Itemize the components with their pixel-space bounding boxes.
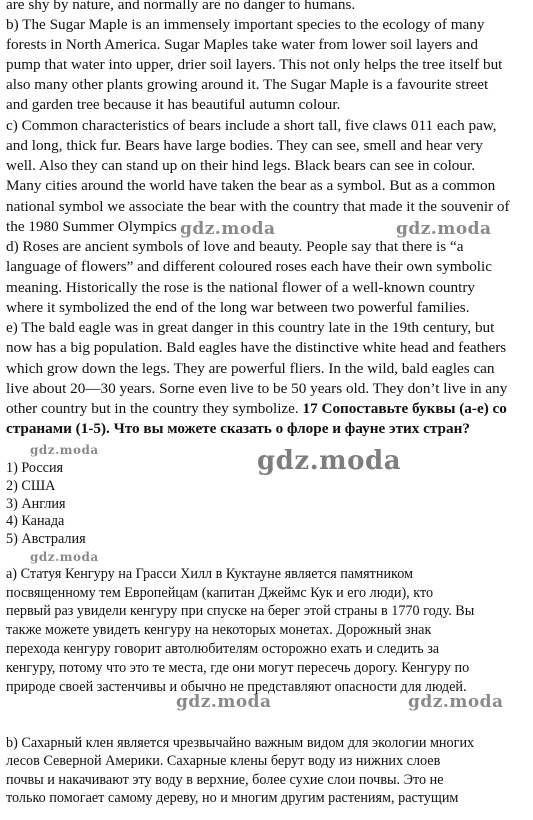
- text-line: also many other plants growing around it. The Sugar Maple is a favourite street: [6, 76, 489, 93]
- text-line: c) Common characteristics of bears include a short tall, five claws 011 each paw,: [6, 117, 497, 134]
- watermark: gdz.moda: [176, 692, 272, 712]
- text-line: and long, thick fur. Bears have large bodies. They can see, smell and hear very: [6, 137, 483, 154]
- watermark: gdz.moda: [396, 219, 492, 239]
- text-line: d) Roses are ancient symbols of love and beauty. People say that there is “a: [6, 238, 464, 255]
- text-line: [6, 399, 507, 418]
- translation-line: природе своей застенчивы и обычно не представляют опасности для людей.: [6, 679, 467, 695]
- country-item: 3) Англия: [6, 496, 66, 512]
- text-line-end: other country but in the country they symbolize.: [6, 400, 299, 417]
- text-line: b) The Sugar Maple is an immensely important species to the ecology of many: [6, 16, 485, 33]
- text-line: live about 20—30 years. Sorne even live to be 50 years old. They don’t live in any: [6, 380, 508, 397]
- watermark: gdz.moda: [257, 446, 402, 476]
- text-line: forests in North America. Sugar Maples take water from lower soil layers and: [6, 36, 478, 53]
- text-line: well. Also they can stand up on their hind legs. Black bears can see in colour.: [6, 157, 476, 174]
- text-line: the 1980 Summer Olympics: [6, 218, 177, 235]
- text-line: where it symbolized the end of the long war between two powerful families.: [6, 299, 470, 316]
- translation-line: первый раз увидели кенгуру при спуске на берег этой страны в 1770 году. Вы: [6, 603, 475, 619]
- text-line: e) The bald eagle was in great danger in this country late in the 19th century, but: [6, 319, 495, 336]
- task-heading: странами (1-5). Что вы можете сказать о флоре и фауне этих стран?: [6, 420, 470, 437]
- watermark: gdz.moda: [30, 443, 99, 457]
- translation-line: а) Статуя Кенгуру на Грасси Хилл в Куктауне является памятником: [6, 566, 414, 582]
- text-line: meaning. Historically the rose is the national flower of a well-known country: [6, 279, 475, 296]
- task-heading-start: 17 Сопоставьте буквы (а-е) со: [302, 400, 507, 417]
- translation-line: только помогает самому дереву, но и многим другим растениям, растущим: [6, 790, 459, 806]
- text-line: pump that water into upper, drier soil layers. This not only helps the tree itself but: [6, 56, 503, 73]
- text-line: national symbol we associate the bear with the country that made it the souvenir of: [6, 198, 510, 215]
- watermark: gdz.moda: [180, 219, 276, 239]
- country-item: 1) Россия: [6, 460, 64, 476]
- translation-line: перехода кенгуру говорит автолюбителям осторожно ехать и следить за: [6, 641, 440, 657]
- translation-line: посвященному тем Европейцам (капитан Джеймс Кук и его люди), кто: [6, 585, 434, 601]
- watermark: gdz.moda: [30, 550, 99, 564]
- translation-line: кенгуру, потому что это те места, где они могут пересечь дорогу. Кенгуру по: [6, 660, 470, 676]
- text-line: which grow down the legs. They are powerful fliers. In the wild, bald eagles can: [6, 360, 495, 377]
- translation-line: также можете увидеть кенгуру на некоторых монетах. Дорожный знак: [6, 622, 432, 638]
- text-line: now has a big population. Bald eagles have the distinctive white head and feathers: [6, 339, 507, 356]
- country-item: 5) Австралия: [6, 531, 86, 547]
- watermark: gdz.moda: [408, 692, 504, 712]
- translation-line: лесов Северной Америки. Сахарные клены берут воду из нижних слоев: [6, 753, 441, 769]
- text-line: and garden tree because it has beautiful autumn colour.: [6, 96, 341, 113]
- translation-line: почвы и накачивают эту воду в верхние, более сухие слои почвы. Это не: [6, 772, 444, 788]
- text-line: language of flowers” and different coloured roses each have their own symbolic: [6, 258, 492, 275]
- text-line: are shy by nature, and normally are no danger to humans.: [6, 0, 356, 13]
- country-item: 4) Канада: [6, 513, 65, 529]
- text-line: Many cities around the world have taken the bear as a symbol. But as a common: [6, 177, 496, 194]
- country-item: 2) США: [6, 478, 56, 494]
- translation-line: b) Сахарный клен является чрезвычайно важным видом для экологии многих: [6, 735, 475, 751]
